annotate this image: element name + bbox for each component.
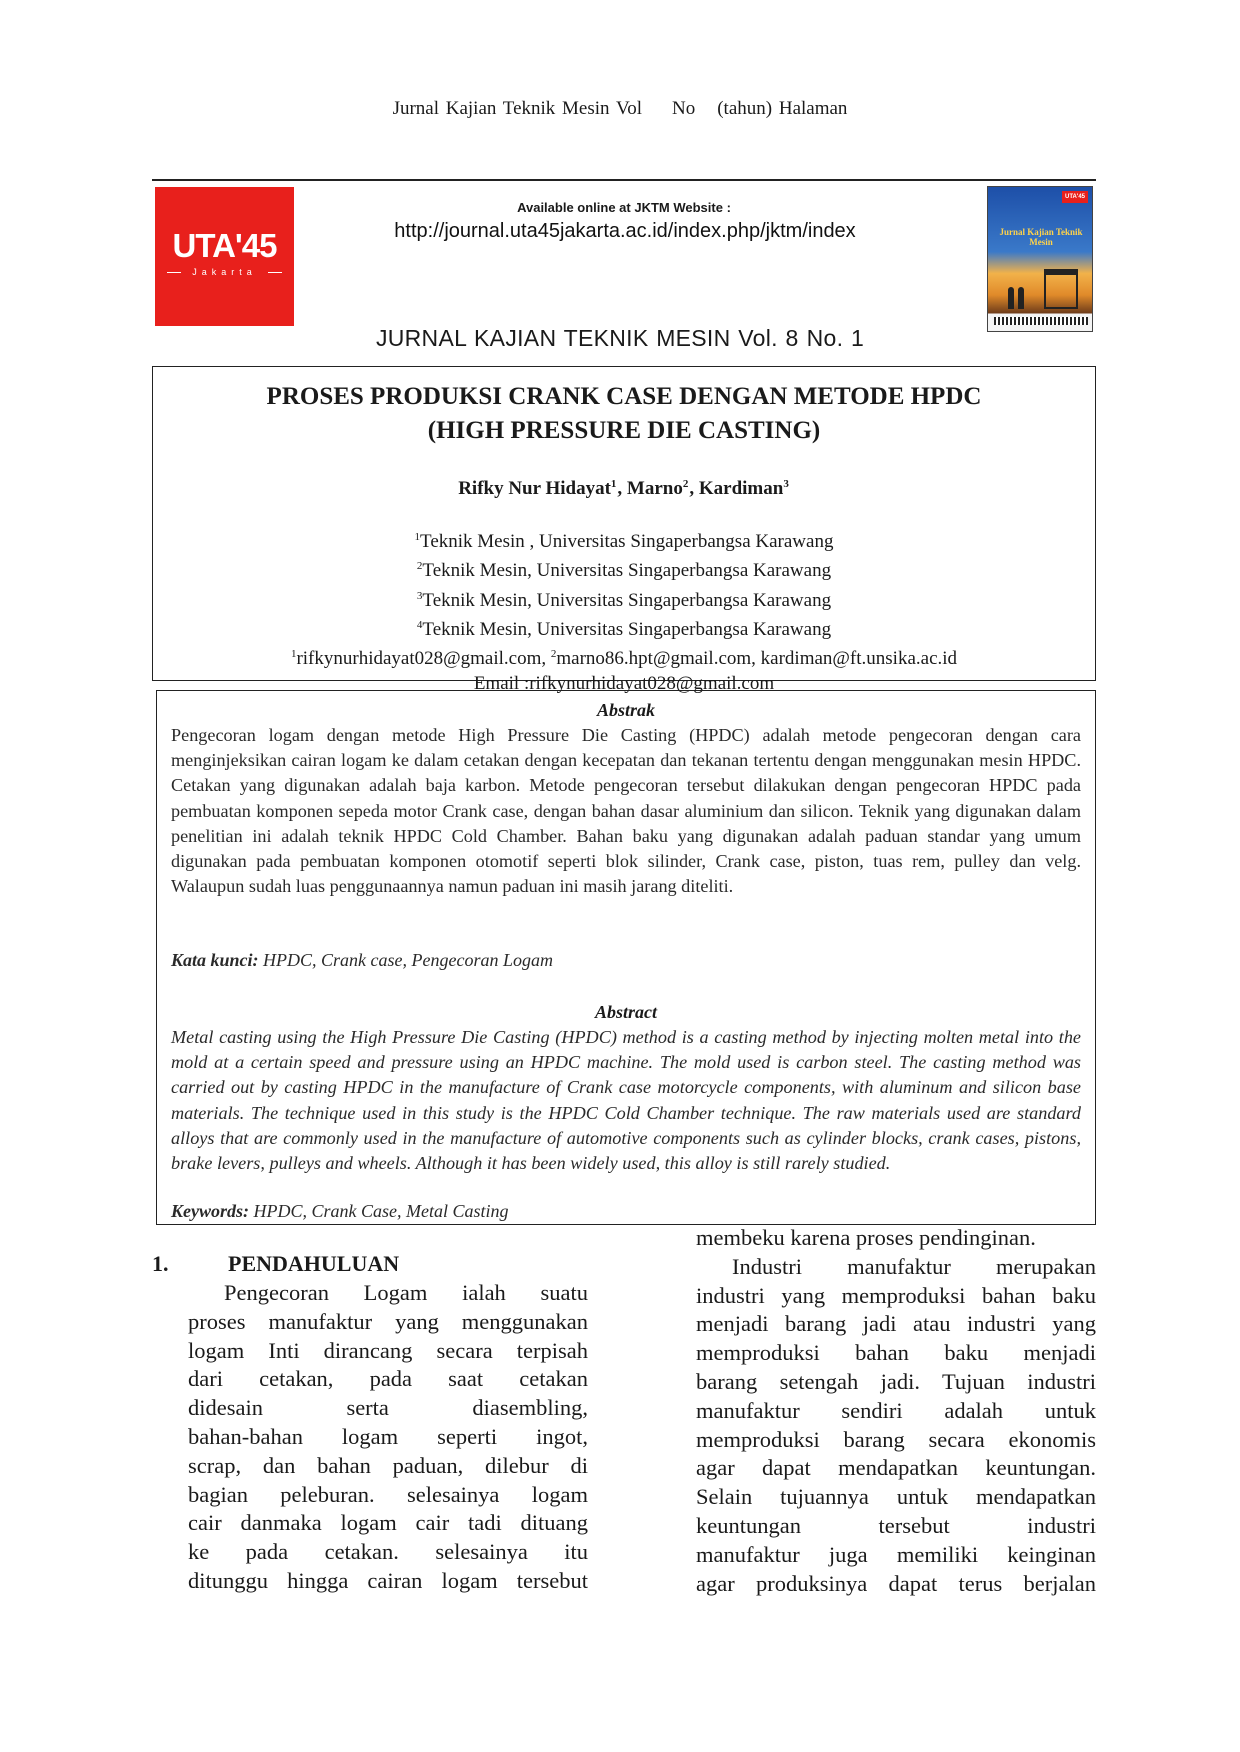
body-line: scrap, dan bahan paduan, dilebur di bbox=[188, 1452, 588, 1478]
journal-volume: JURNAL KAJIAN TEKNIK MESIN Vol. 8 bbox=[375, 325, 799, 351]
body-column-left bbox=[188, 1279, 588, 1596]
body-line: Selain tujuannya untuk mendapatkan bbox=[696, 1484, 1096, 1510]
affiliation-line bbox=[152, 525, 1096, 554]
journal-volume-line bbox=[0, 325, 1240, 352]
author-name: Rifky Nur Hidayat bbox=[458, 478, 611, 499]
author-name: Kardiman bbox=[698, 478, 784, 499]
keywords-label: Keywords: bbox=[171, 1201, 249, 1221]
affiliation-line bbox=[152, 554, 1096, 583]
affiliation-line bbox=[152, 584, 1096, 613]
author-emails bbox=[152, 642, 1096, 671]
contact-email: Email :rifkynurhidayat028@gmail.com bbox=[473, 673, 775, 695]
author-affil-sup: 2 bbox=[682, 478, 689, 490]
body-line: industri yang memproduksi bahan baku bbox=[696, 1282, 1096, 1308]
journal-cover-image bbox=[987, 186, 1093, 332]
email-text: rifkynurhidayat028@gmail.com, bbox=[296, 648, 551, 670]
abstract-body: Metal casting using the High Pressure Die Casting (HPDC) method is a casting method by injecting molten metal into the mold at a certain speed and pressure using an HPDC machine. The mold used is carbon steel. The casting method was carried out by casting HPDC in the manufacture of Crank case motorcycle components, with aluminum and silicon base materials. The technique used in this study is the HPDC Cold Chamber technique. The raw materials used are standard alloys that are commonly used in the manufacture of automotive components such as cylinder blocks, crank cases, pistons, brake levers, pulleys and wheels. Although it has been widely used, this alloy is still rarely studied. bbox=[171, 1027, 1081, 1174]
available-online-label: Available online at JKTM Website : bbox=[517, 200, 731, 215]
body-line: didesain serta diasembling, bbox=[188, 1395, 588, 1421]
email-sup: 2 bbox=[550, 648, 557, 661]
body-line: manufaktur sendiri adalah untuk bbox=[696, 1397, 1096, 1423]
cover-title: Jurnal Kajian Teknik Mesin bbox=[999, 227, 1083, 247]
author-separator: , bbox=[689, 478, 699, 499]
keywords-values: HPDC, Crank Case, Metal Casting bbox=[249, 1201, 509, 1221]
affiliation-text: Teknik Mesin, Universitas Singaperbangsa Karawang bbox=[422, 618, 832, 640]
author-affil-sup: 3 bbox=[783, 478, 789, 490]
body-line: logam Inti dirancang secara terpisah bbox=[188, 1337, 588, 1363]
cover-figure-person bbox=[1018, 287, 1024, 309]
affiliation-text: Teknik Mesin , Universitas Singaperbangsa Karawang bbox=[420, 531, 834, 552]
body-line: agar dapat mendapatkan keuntungan. bbox=[696, 1455, 1096, 1481]
author-affil-sup: 1 bbox=[610, 478, 617, 490]
affiliation-sup: 3 bbox=[416, 589, 423, 602]
abstrak-heading: Abstrak bbox=[596, 700, 656, 720]
section-title: PENDAHULUAN bbox=[228, 1251, 400, 1276]
body-line: manufaktur juga memiliki keinginan bbox=[696, 1541, 1096, 1567]
cover-barcode bbox=[994, 317, 1088, 325]
affiliation-text: Teknik Mesin, Universitas Singaperbangsa Karawang bbox=[422, 589, 832, 611]
body-line: barang setengah jadi. Tujuan industri bbox=[696, 1368, 1096, 1394]
running-head-rest: (tahun) Halaman bbox=[717, 98, 848, 119]
logo-text: UTA'45 bbox=[172, 227, 277, 264]
email-sup: 1 bbox=[290, 648, 297, 661]
body-line: menjadi barang jadi atau industri yang bbox=[696, 1311, 1096, 1337]
body-line: membeku karena proses pendinginan. bbox=[696, 1225, 1036, 1250]
author-name: Marno bbox=[626, 478, 683, 499]
body-line: cair danmaka logam cair tadi dituang bbox=[188, 1510, 588, 1536]
body-line: bahan-bahan logam seperti ingot, bbox=[188, 1423, 588, 1449]
body-line: bagian peleburan. selesainya logam bbox=[188, 1481, 588, 1507]
kata-kunci-label: Kata kunci: bbox=[171, 950, 259, 970]
section-heading bbox=[152, 1251, 399, 1277]
section-number: 1. bbox=[152, 1251, 169, 1276]
kata-kunci bbox=[171, 950, 1081, 971]
author-list bbox=[152, 478, 1096, 500]
author-separator: , bbox=[617, 478, 627, 499]
running-head-no: No bbox=[672, 98, 696, 119]
kata-kunci-values: HPDC, Crank case, Pengecoran Logam bbox=[258, 950, 553, 970]
paper-title bbox=[152, 380, 1096, 448]
body-line: memproduksi bahan baku menjadi bbox=[696, 1340, 1096, 1366]
body-line: ditunggu hingga cairan logam tersebut bbox=[188, 1567, 588, 1593]
journal-website-link[interactable]: http://journal.uta45jakarta.ac.id/index.php/jktm/index bbox=[394, 220, 856, 242]
paper-title-line1: PROSES PRODUKSI CRANK CASE DENGAN METODE HPDC bbox=[266, 383, 982, 410]
body-line: memproduksi barang secara ekonomis bbox=[696, 1426, 1096, 1452]
cover-figure-person bbox=[1008, 287, 1014, 309]
journal-number: No. 1 bbox=[806, 325, 865, 351]
body-line: ke pada cetakan. selesainya itu bbox=[188, 1539, 588, 1565]
cover-badge: UTA'45 bbox=[1062, 191, 1088, 203]
body-line: Industri manufaktur merupakan bbox=[732, 1253, 1096, 1279]
affiliation-line bbox=[152, 613, 1096, 642]
affiliation-sup: 4 bbox=[416, 618, 423, 631]
body-line: Pengecoran Logam ialah suatu bbox=[224, 1280, 588, 1305]
paper-title-line2: (HIGH PRESSURE DIE CASTING) bbox=[427, 417, 821, 444]
body-line: agar produksinya dapat terus berjalan bbox=[696, 1570, 1096, 1596]
abstract-heading: Abstract bbox=[594, 1002, 657, 1022]
body-line: proses manufaktur yang menggunakan bbox=[188, 1308, 588, 1334]
body-line: keuntungan tersebut industri bbox=[696, 1512, 1096, 1538]
affiliation-list bbox=[152, 525, 1096, 697]
email-text: marno86.hpt@gmail.com, kardiman@ft.unsika.ac.id bbox=[556, 648, 958, 670]
affiliation-sup: 1 bbox=[414, 531, 421, 543]
keywords bbox=[171, 1201, 1081, 1222]
body-line: dari cetakan, pada saat cetakan bbox=[188, 1366, 588, 1392]
logo-subtext: Jakarta bbox=[167, 267, 282, 277]
cover-oil-rig-graphic bbox=[1044, 269, 1078, 309]
affiliation-sup: 2 bbox=[416, 560, 423, 573]
affiliation-text: Teknik Mesin, Universitas Singaperbangsa Karawang bbox=[422, 560, 832, 582]
running-head-journal: Jurnal Kajian Teknik Mesin Vol bbox=[392, 98, 642, 119]
header-rule bbox=[152, 179, 1096, 181]
abstrak-body: Pengecoran logam dengan metode High Pressure Die Casting (HPDC) adalah metode pengecoran dengan cara menginjeksikan cairan logam ke dalam cetakan dengan kecepatan dan tekanan tertentu dengan menggunakan mesin HPDC. Cetakan yang digunakan adalah baja karbon. Metode pengecoran tersebut dilakukan dengan pengecoran HPDC pada pembuatan komponen sepeda motor Crank case, dengan bahan dasar aluminium dan silicon. Teknik yang digunakan dalam penelitian ini adalah teknik HPDC Cold Chamber. Bahan baku yang digunakan adalah paduan standar yang umum digunakan pada pembuatan komponen otomotif seperti blok silinder, Crank case, piston, tuas rem, pulley dan velg. Walaupun sudah luas penggunaannya namun paduan ini masih jarang diteliti. bbox=[171, 725, 1081, 897]
body-column-right bbox=[696, 1224, 1096, 1598]
running-head bbox=[0, 98, 1240, 120]
